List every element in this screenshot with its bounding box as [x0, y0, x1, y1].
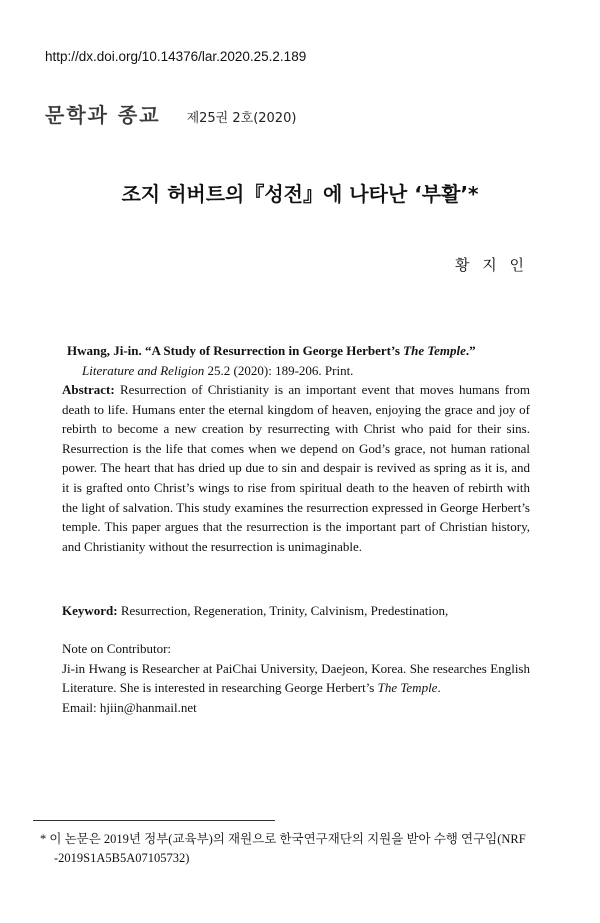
footnote-line-2: -2019S1A5B5A07105732): [54, 851, 190, 865]
citation: [62, 341, 530, 380]
note-body: [62, 659, 530, 698]
paper-title: 조지 허버트의『성전』에 나타난 ‘부활’*: [121, 182, 479, 206]
citation-details: 25.2 (2020): 189-206. Print.: [207, 362, 354, 378]
citation-line-2: [62, 361, 530, 381]
citation-authors: Hwang, Ji-in.: [67, 343, 142, 358]
keyword-label: Keyword:: [62, 603, 118, 618]
note-text: Ji-in Hwang is Researcher at PaiChai University, Daejeon, Korea. She researches English Literature. She is interested in researching George Herbert’s: [62, 660, 530, 696]
contributor-email: Email: hjiin@hanmail.net: [62, 699, 197, 715]
journal-header: [45, 99, 296, 128]
citation-title: “A Study of Resurrection in George Herbert’s: [145, 343, 400, 358]
note-text-italic: The Temple: [377, 680, 438, 696]
note-text-end: .: [437, 680, 441, 696]
citation-title-end: .”: [465, 343, 476, 358]
footnote-line-1: * 이 논문은 2019년 정부(교육부)의 재원으로 한국연구재단의 지원을 받아 수행 연구임(NRF: [40, 832, 526, 846]
abstract-text: Resurrection of Christianity is an important event that moves humans from death to life. Humans enter the eternal kingdom of heaven, enjoying the grace and joy of rebirth to become a new creation by resurrecting with Christ who paid for their sins. Resurrection is the life that comes when we depend on God’s grace, not human rational power. The heart that has dried up due to sin and despair is revived as spring as it is, and it is grafted onto Christ’s wings to rise from spiritual death to the heaven of rebirth with the light of salvation. This study examines the resurrection expressed in George Herbert’s temple. This paper argues that the resurrection is the important part of Christian history, and Christianity without the resurrection is unimaginable.: [62, 382, 530, 554]
doi-link[interactable]: http://dx.doi.org/10.14376/lar.2020.25.2.189: [45, 49, 307, 64]
footnote: [40, 830, 532, 868]
keywords: [62, 601, 530, 621]
contributor-note: [62, 639, 530, 717]
keyword-text: Resurrection, Regeneration, Trinity, Calvinism, Predestination,: [120, 603, 449, 618]
citation-journal: Literature and Religion: [82, 362, 205, 378]
author-name: 황 지 인: [454, 256, 528, 274]
journal-volume: 제25권 2호(2020): [186, 111, 297, 126]
citation-title-italic: The Temple: [403, 343, 466, 358]
abstract-label: Abstract:: [62, 382, 115, 397]
citation-line-1: [62, 341, 530, 361]
note-heading: Note on Contributor:: [62, 641, 172, 656]
footnote-divider: [33, 820, 275, 821]
abstract: [62, 380, 530, 556]
journal-logo: 문학과 종교: [45, 103, 161, 127]
